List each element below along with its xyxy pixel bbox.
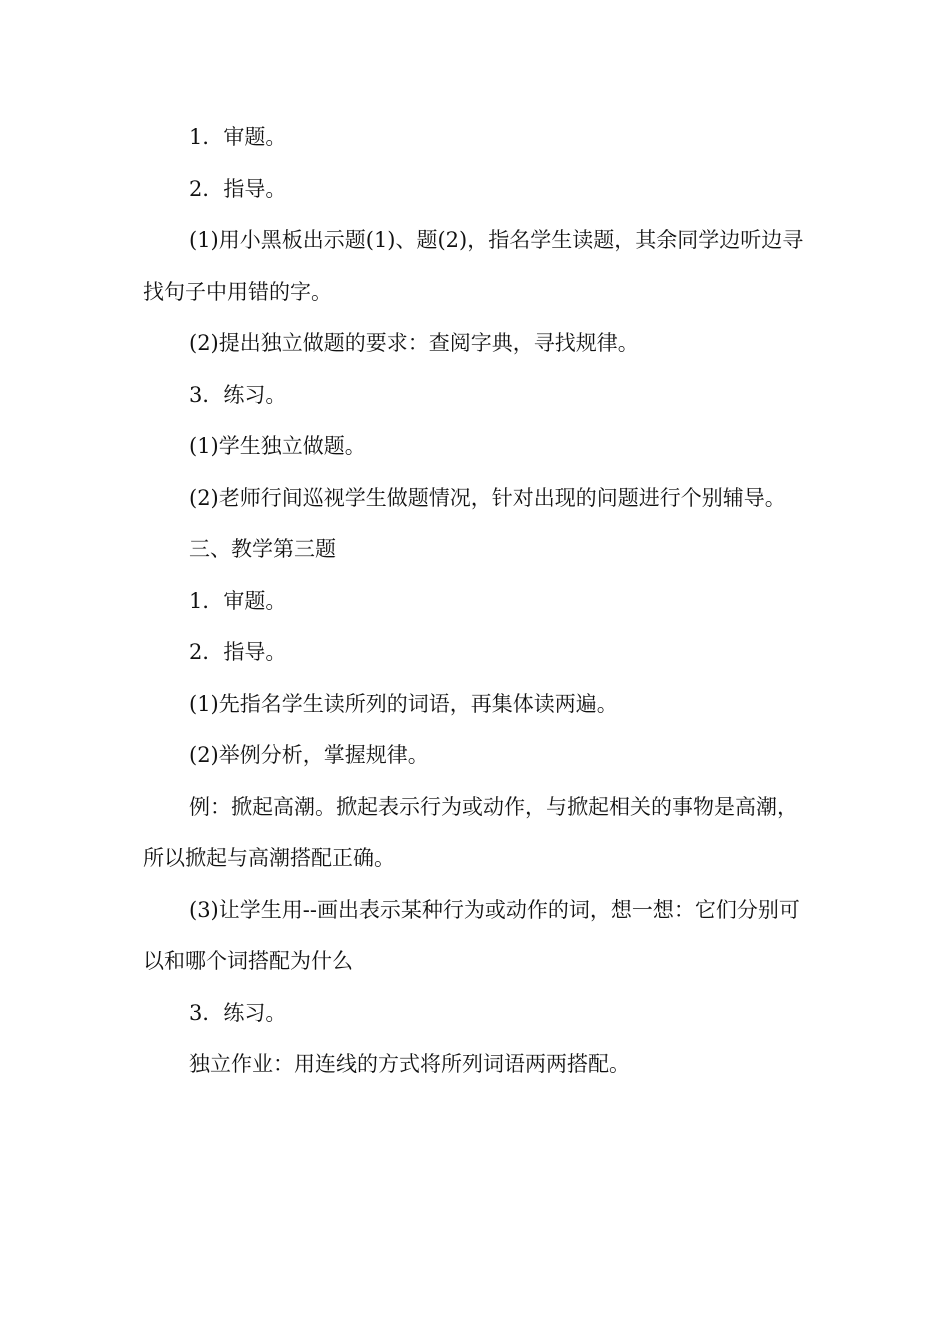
paragraph: 3．练习。 [189, 382, 287, 407]
paragraph: (1)学生独立做题。 [189, 434, 366, 458]
paragraph: (1)用小黑板出示题(1)、题(2)，指名学生读题，其余同学边听边寻找句子中用错的字。 [143, 228, 804, 304]
paragraph: (2)举例分析，掌握规律。 [189, 743, 429, 767]
paragraph: 1．审题。 [189, 588, 287, 613]
paragraph: 独立作业：用连线的方式将所列词语两两搭配。 [189, 1052, 630, 1076]
paragraph: 2．指导。 [189, 640, 287, 664]
document-body [143, 112, 807, 1091]
paragraph: (2)提出独立做题的要求：查阅字典，寻找规律。 [189, 331, 639, 355]
paragraph: 例：掀起高潮。掀起表示行为或动作，与掀起相关的事物是高潮，所以掀起与高潮搭配正确。 [143, 794, 798, 870]
paragraph: (2)老师行间巡视学生做题情况，针对出现的问题进行个别辅导。 [189, 485, 786, 510]
paragraph: (3)让学生用--画出表示某种行为或动作的词，想一想：它们分别可以和哪个词搭配为什么 [143, 897, 800, 973]
paragraph: 1．审题。 [189, 125, 287, 149]
paragraph: 3．练习。 [189, 1000, 287, 1025]
paragraph: 2．指导。 [189, 176, 287, 201]
section-heading: 三、教学第三题 [189, 537, 336, 561]
paragraph: (1)先指名学生读所列的词语，再集体读两遍。 [189, 691, 618, 716]
